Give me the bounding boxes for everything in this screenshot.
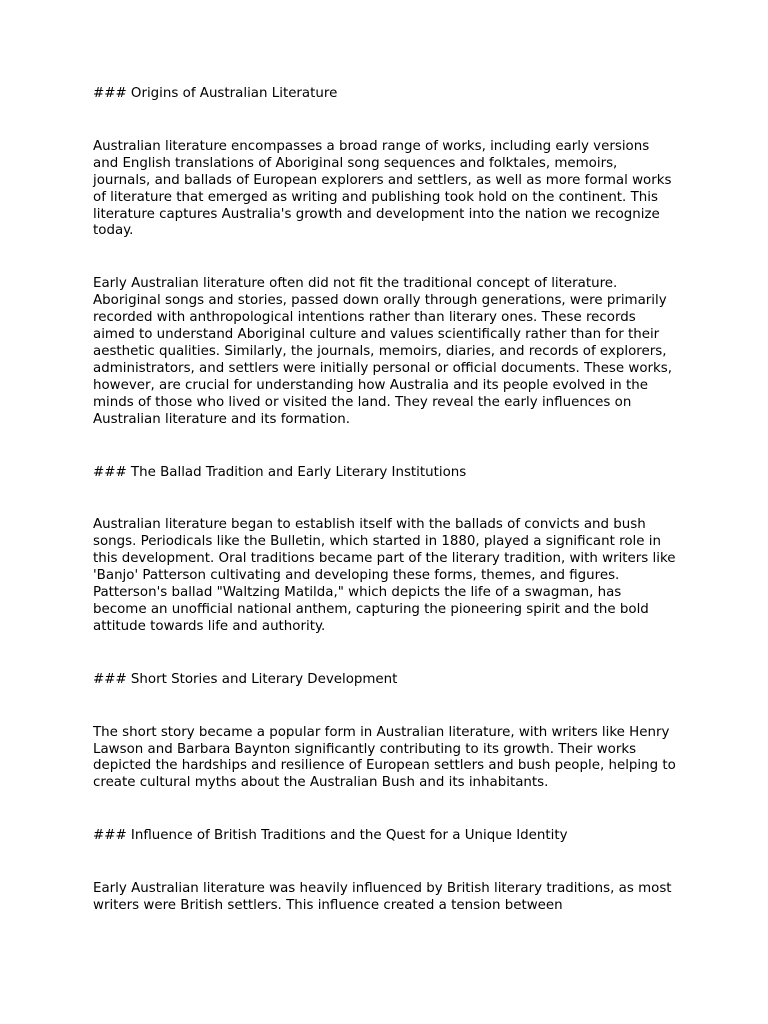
paragraph-origins-2: Early Australian literature often did not fit the traditional concept of literature. Aboriginal songs and stories, passed down orally through generations, were primarily recorded with anthropological intentions rather than literary ones. These records aimed to understand Aboriginal culture and values scientifically rather than for their aesthetic qualities. Similarly, the journals, memoirs, diaries, and records of explorers, administrators, and settlers were initially personal or official documents. These works, however, are crucial for understanding how Australia and its people evolved in the minds of those who lived or visited the land. They reveal the early influences on Australian literature and its formation. [93, 276, 673, 427]
paragraph-british-influence-1: Early Australian literature was heavily influenced by British literary traditions, as most writers were British settlers. This influence created a tension between [93, 881, 672, 914]
paragraph-ballad-tradition-1: Australian literature began to establish itself with the ballads of convicts and bush songs. Periodicals like the Bulletin, which started in 1880, played a significant role in this development. Oral traditions became part of the literary tradition, with writers like 'Banjo' Patterson cultivating and developing these forms, themes, and figures. Patterson's ballad "Waltzing Matilda," which depicts the life of a swagman, has become an unofficial national anthem, capturing the pioneering spirit and the bold attitude towards life and authority. [93, 517, 676, 634]
paragraph-origins-1: Australian literature encompasses a broad range of works, including early versions and English translations of Aboriginal song sequences and folktales, memoirs, journals, and ballads of European explorers and settlers, as well as more formal works of literature that emerged as writing and publishing took hold on the continent. This literature captures Australia's growth and development into the nation we recognize today. [93, 138, 672, 239]
section-heading-origins: ### Origins of Australian Literature [93, 86, 338, 101]
section-heading-ballad-tradition: ### The Ballad Tradition and Early Literary Institutions [93, 464, 467, 480]
section-heading-short-stories: ### Short Stories and Literary Development [93, 671, 398, 687]
section-heading-british-influence: ### Influence of British Traditions and the Quest for a Unique Identity [93, 828, 568, 844]
paragraph-short-stories-1: The short story became a popular form in Australian literature, with writers like Henry Lawson and Barbara Baynton significantly contributing to its growth. Their works depicted the hardships and resilience of European settlers and bush people, helping to create cultural myths about the Australian Bush and its inhabitants. [93, 724, 676, 791]
document-page [93, 86, 678, 915]
